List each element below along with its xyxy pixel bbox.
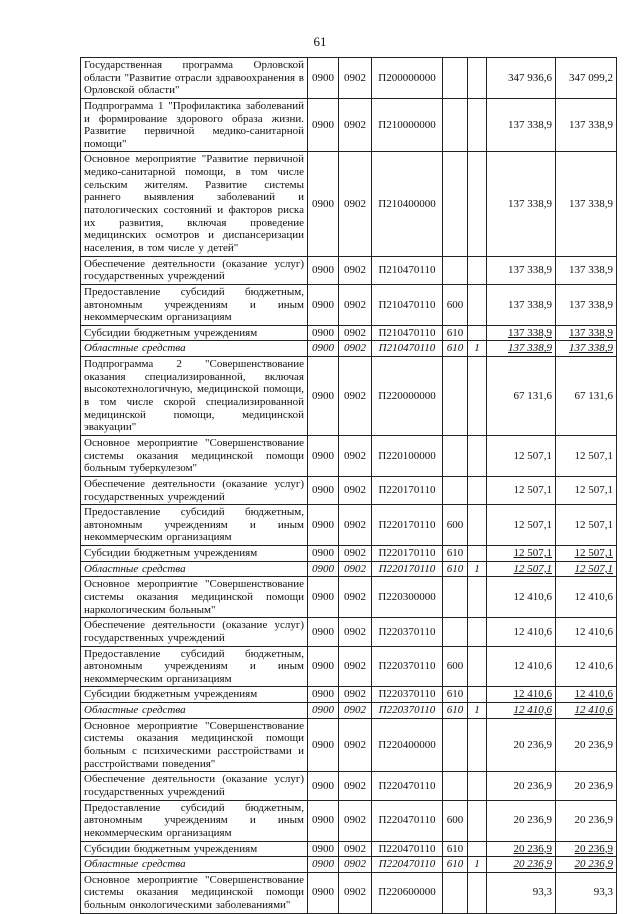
section-code-cell: 0902: [339, 357, 372, 436]
section-code-cell: 0902: [339, 800, 372, 841]
table-body: [81, 58, 617, 914]
source-code-cell: 1: [468, 341, 487, 357]
row-name-cell: Обеспечение деятельности (оказание услуг) государственных учреждений: [81, 256, 308, 284]
section-code-cell: 0902: [339, 505, 372, 546]
table-row: [81, 476, 617, 504]
row-name-cell: Подпрограмма 2 "Совершенствование оказания специализированной, включая высокотехнологичную, медицинской помощи, в том числе скорой специализированной медицинской помощи, медицинской эвакуации": [81, 357, 308, 436]
ministry-code-cell: 0900: [308, 857, 339, 873]
amount-year2-cell: 93,3: [556, 872, 617, 913]
amount-year2-cell: 20 236,9: [556, 772, 617, 800]
amount-year2-cell: 20 236,9: [556, 857, 617, 873]
source-code-cell: [468, 152, 487, 256]
article-code-cell: П220370110: [372, 646, 443, 687]
source-code-cell: 1: [468, 561, 487, 577]
ministry-code-cell: 0900: [308, 800, 339, 841]
ministry-code-cell: 0900: [308, 841, 339, 857]
expense-type-cell: 610: [443, 687, 468, 703]
page-number: 61: [313, 34, 327, 49]
expense-type-cell: 610: [443, 546, 468, 562]
row-name-cell: Областные средства: [81, 857, 308, 873]
section-code-cell: 0902: [339, 256, 372, 284]
expense-type-cell: [443, 357, 468, 436]
table-row: [81, 646, 617, 687]
amount-year1-cell: 12 410,6: [487, 646, 556, 687]
section-code-cell: 0902: [339, 435, 372, 476]
row-name-cell: Предоставление субсидий бюджетным, автономным учреждениям и иным некоммерческим организациям: [81, 646, 308, 687]
table-row: [81, 152, 617, 256]
expense-type-cell: [443, 772, 468, 800]
amount-year1-cell: 12 507,1: [487, 561, 556, 577]
ministry-code-cell: 0900: [308, 718, 339, 772]
amount-year1-cell: 137 338,9: [487, 98, 556, 152]
expense-type-cell: [443, 718, 468, 772]
section-code-cell: 0902: [339, 687, 372, 703]
row-name-cell: Областные средства: [81, 561, 308, 577]
source-code-cell: [468, 687, 487, 703]
section-code-cell: 0902: [339, 58, 372, 99]
article-code-cell: П220100000: [372, 435, 443, 476]
source-code-cell: [468, 546, 487, 562]
table-row: [81, 718, 617, 772]
table-row: [81, 618, 617, 646]
expense-type-cell: [443, 58, 468, 99]
source-code-cell: [468, 58, 487, 99]
expense-type-cell: 610: [443, 841, 468, 857]
amount-year2-cell: 20 236,9: [556, 800, 617, 841]
ministry-code-cell: 0900: [308, 646, 339, 687]
source-code-cell: [468, 256, 487, 284]
section-code-cell: 0902: [339, 341, 372, 357]
source-code-cell: [468, 505, 487, 546]
table-row: [81, 546, 617, 562]
amount-year2-cell: 20 236,9: [556, 718, 617, 772]
ministry-code-cell: 0900: [308, 435, 339, 476]
row-name-cell: Подпрограмма 1 "Профилактика заболеваний и формирование здорового образа жизни. Развитие первичной медико-санитарной помощи": [81, 98, 308, 152]
amount-year1-cell: 12 507,1: [487, 435, 556, 476]
budget-table: [80, 57, 617, 914]
amount-year1-cell: 12 410,6: [487, 618, 556, 646]
amount-year1-cell: 20 236,9: [487, 841, 556, 857]
expense-type-cell: 610: [443, 325, 468, 341]
article-code-cell: П220170110: [372, 546, 443, 562]
table-row: [81, 703, 617, 719]
source-code-cell: [468, 577, 487, 618]
article-code-cell: П220370110: [372, 618, 443, 646]
amount-year2-cell: 137 338,9: [556, 98, 617, 152]
article-code-cell: П220470110: [372, 841, 443, 857]
amount-year2-cell: 137 338,9: [556, 325, 617, 341]
article-code-cell: П220370110: [372, 687, 443, 703]
ministry-code-cell: 0900: [308, 341, 339, 357]
ministry-code-cell: 0900: [308, 618, 339, 646]
row-name-cell: Субсидии бюджетным учреждениям: [81, 546, 308, 562]
row-name-cell: Областные средства: [81, 341, 308, 357]
expense-type-cell: 600: [443, 505, 468, 546]
table-row: [81, 577, 617, 618]
section-code-cell: 0902: [339, 577, 372, 618]
amount-year1-cell: 12 507,1: [487, 505, 556, 546]
table-row: [81, 800, 617, 841]
source-code-cell: [468, 841, 487, 857]
expense-type-cell: [443, 476, 468, 504]
amount-year2-cell: 137 338,9: [556, 256, 617, 284]
ministry-code-cell: 0900: [308, 772, 339, 800]
table-row: [81, 872, 617, 913]
expense-type-cell: 610: [443, 857, 468, 873]
amount-year2-cell: 12 507,1: [556, 476, 617, 504]
article-code-cell: П200000000: [372, 58, 443, 99]
row-name-cell: Субсидии бюджетным учреждениям: [81, 841, 308, 857]
source-code-cell: [468, 718, 487, 772]
amount-year2-cell: 12 410,6: [556, 618, 617, 646]
row-name-cell: Обеспечение деятельности (оказание услуг) государственных учреждений: [81, 772, 308, 800]
expense-type-cell: 610: [443, 703, 468, 719]
source-code-cell: 1: [468, 703, 487, 719]
amount-year1-cell: 20 236,9: [487, 800, 556, 841]
section-code-cell: 0902: [339, 646, 372, 687]
expense-type-cell: [443, 435, 468, 476]
source-code-cell: [468, 800, 487, 841]
ministry-code-cell: 0900: [308, 687, 339, 703]
expense-type-cell: [443, 872, 468, 913]
amount-year1-cell: 12 507,1: [487, 476, 556, 504]
amount-year2-cell: 12 507,1: [556, 546, 617, 562]
ministry-code-cell: 0900: [308, 256, 339, 284]
amount-year2-cell: 67 131,6: [556, 357, 617, 436]
table-row: [81, 505, 617, 546]
ministry-code-cell: 0900: [308, 284, 339, 325]
ministry-code-cell: 0900: [308, 546, 339, 562]
source-code-cell: [468, 98, 487, 152]
amount-year1-cell: 137 338,9: [487, 152, 556, 256]
amount-year2-cell: 12 410,6: [556, 687, 617, 703]
section-code-cell: 0902: [339, 718, 372, 772]
amount-year1-cell: 12 507,1: [487, 546, 556, 562]
row-name-cell: Обеспечение деятельности (оказание услуг) государственных учреждений: [81, 618, 308, 646]
source-code-cell: [468, 872, 487, 913]
expense-type-cell: 610: [443, 561, 468, 577]
ministry-code-cell: 0900: [308, 98, 339, 152]
ministry-code-cell: 0900: [308, 872, 339, 913]
article-code-cell: П220470110: [372, 800, 443, 841]
article-code-cell: П220000000: [372, 357, 443, 436]
article-code-cell: П210400000: [372, 152, 443, 256]
ministry-code-cell: 0900: [308, 577, 339, 618]
amount-year1-cell: 12 410,6: [487, 687, 556, 703]
amount-year2-cell: 12 410,6: [556, 646, 617, 687]
article-code-cell: П220470110: [372, 772, 443, 800]
source-code-cell: [468, 618, 487, 646]
amount-year2-cell: 12 507,1: [556, 561, 617, 577]
section-code-cell: 0902: [339, 476, 372, 504]
table-row: [81, 561, 617, 577]
row-name-cell: Субсидии бюджетным учреждениям: [81, 325, 308, 341]
amount-year2-cell: 12 410,6: [556, 703, 617, 719]
amount-year1-cell: 137 338,9: [487, 325, 556, 341]
article-code-cell: П210470110: [372, 325, 443, 341]
ministry-code-cell: 0900: [308, 325, 339, 341]
article-code-cell: П210000000: [372, 98, 443, 152]
table-row: [81, 357, 617, 436]
table-row: [81, 256, 617, 284]
ministry-code-cell: 0900: [308, 357, 339, 436]
expense-type-cell: 600: [443, 284, 468, 325]
article-code-cell: П220170110: [372, 561, 443, 577]
ministry-code-cell: 0900: [308, 561, 339, 577]
amount-year1-cell: 20 236,9: [487, 718, 556, 772]
amount-year2-cell: 12 507,1: [556, 435, 617, 476]
expense-type-cell: [443, 618, 468, 646]
table-row: [81, 325, 617, 341]
article-code-cell: П210470110: [372, 341, 443, 357]
amount-year2-cell: 12 507,1: [556, 505, 617, 546]
table-row: [81, 841, 617, 857]
row-name-cell: Обеспечение деятельности (оказание услуг) государственных учреждений: [81, 476, 308, 504]
article-code-cell: П220600000: [372, 872, 443, 913]
article-code-cell: П220170110: [372, 505, 443, 546]
section-code-cell: 0902: [339, 618, 372, 646]
amount-year1-cell: 20 236,9: [487, 857, 556, 873]
article-code-cell: П220370110: [372, 703, 443, 719]
source-code-cell: [468, 476, 487, 504]
expense-type-cell: [443, 577, 468, 618]
section-code-cell: 0902: [339, 546, 372, 562]
expense-type-cell: [443, 152, 468, 256]
article-code-cell: П220470110: [372, 857, 443, 873]
row-name-cell: Предоставление субсидий бюджетным, автономным учреждениям и иным некоммерческим организациям: [81, 505, 308, 546]
row-name-cell: Основное мероприятие "Совершенствование системы оказания медицинской помощи больным туберкулезом": [81, 435, 308, 476]
source-code-cell: [468, 646, 487, 687]
ministry-code-cell: 0900: [308, 152, 339, 256]
section-code-cell: 0902: [339, 857, 372, 873]
row-name-cell: Основное мероприятие "Совершенствование системы оказания медицинской помощи наркологическим больным": [81, 577, 308, 618]
table-row: [81, 284, 617, 325]
expense-type-cell: 600: [443, 646, 468, 687]
row-name-cell: Предоставление субсидий бюджетным, автономным учреждениям и иным некоммерческим организациям: [81, 800, 308, 841]
section-code-cell: 0902: [339, 772, 372, 800]
source-code-cell: 1: [468, 857, 487, 873]
row-name-cell: Областные средства: [81, 703, 308, 719]
article-code-cell: П220300000: [372, 577, 443, 618]
amount-year1-cell: 93,3: [487, 872, 556, 913]
row-name-cell: Основное мероприятие "Совершенствование системы оказания медицинской помощи больным онкологическими заболеваниями": [81, 872, 308, 913]
expense-type-cell: [443, 256, 468, 284]
row-name-cell: Субсидии бюджетным учреждениям: [81, 687, 308, 703]
section-code-cell: 0902: [339, 841, 372, 857]
amount-year1-cell: 137 338,9: [487, 341, 556, 357]
article-code-cell: П220170110: [372, 476, 443, 504]
row-name-cell: Основное мероприятие "Развитие первичной медико-санитарной помощи, в том числе сельским жителям. Развитие системы раннего выявления заболеваний и патологических состояний и факторов риска их развития, включая проведение медицинских осмотров и диспансеризации населения, в том числе у детей": [81, 152, 308, 256]
amount-year1-cell: 347 936,6: [487, 58, 556, 99]
ministry-code-cell: 0900: [308, 58, 339, 99]
amount-year1-cell: 20 236,9: [487, 772, 556, 800]
section-code-cell: 0902: [339, 325, 372, 341]
amount-year2-cell: 347 099,2: [556, 58, 617, 99]
source-code-cell: [468, 325, 487, 341]
amount-year2-cell: 12 410,6: [556, 577, 617, 618]
ministry-code-cell: 0900: [308, 505, 339, 546]
table-row: [81, 857, 617, 873]
source-code-cell: [468, 435, 487, 476]
article-code-cell: П220400000: [372, 718, 443, 772]
table-row: [81, 772, 617, 800]
section-code-cell: 0902: [339, 284, 372, 325]
expense-type-cell: 600: [443, 800, 468, 841]
section-code-cell: 0902: [339, 98, 372, 152]
section-code-cell: 0902: [339, 561, 372, 577]
article-code-cell: П210470110: [372, 256, 443, 284]
row-name-cell: Основное мероприятие "Совершенствование системы оказания медицинской помощи больным с психическими расстройствами и расстройствами поведения": [81, 718, 308, 772]
table-row: [81, 435, 617, 476]
ministry-code-cell: 0900: [308, 703, 339, 719]
table-row: [81, 58, 617, 99]
table-row: [81, 341, 617, 357]
amount-year1-cell: 67 131,6: [487, 357, 556, 436]
table-row: [81, 687, 617, 703]
section-code-cell: 0902: [339, 152, 372, 256]
amount-year1-cell: 137 338,9: [487, 284, 556, 325]
amount-year2-cell: 20 236,9: [556, 841, 617, 857]
expense-type-cell: 610: [443, 341, 468, 357]
section-code-cell: 0902: [339, 703, 372, 719]
source-code-cell: [468, 284, 487, 325]
source-code-cell: [468, 357, 487, 436]
amount-year2-cell: 137 338,9: [556, 284, 617, 325]
amount-year2-cell: 137 338,9: [556, 152, 617, 256]
expense-type-cell: [443, 98, 468, 152]
table-row: [81, 98, 617, 152]
row-name-cell: Государственная программа Орловской области "Развитие отрасли здравоохранения в Орловской области": [81, 58, 308, 99]
source-code-cell: [468, 772, 487, 800]
amount-year1-cell: 12 410,6: [487, 703, 556, 719]
amount-year1-cell: 12 410,6: [487, 577, 556, 618]
ministry-code-cell: 0900: [308, 476, 339, 504]
article-code-cell: П210470110: [372, 284, 443, 325]
section-code-cell: 0902: [339, 872, 372, 913]
amount-year1-cell: 137 338,9: [487, 256, 556, 284]
amount-year2-cell: 137 338,9: [556, 341, 617, 357]
row-name-cell: Предоставление субсидий бюджетным, автономным учреждениям и иным некоммерческим организациям: [81, 284, 308, 325]
